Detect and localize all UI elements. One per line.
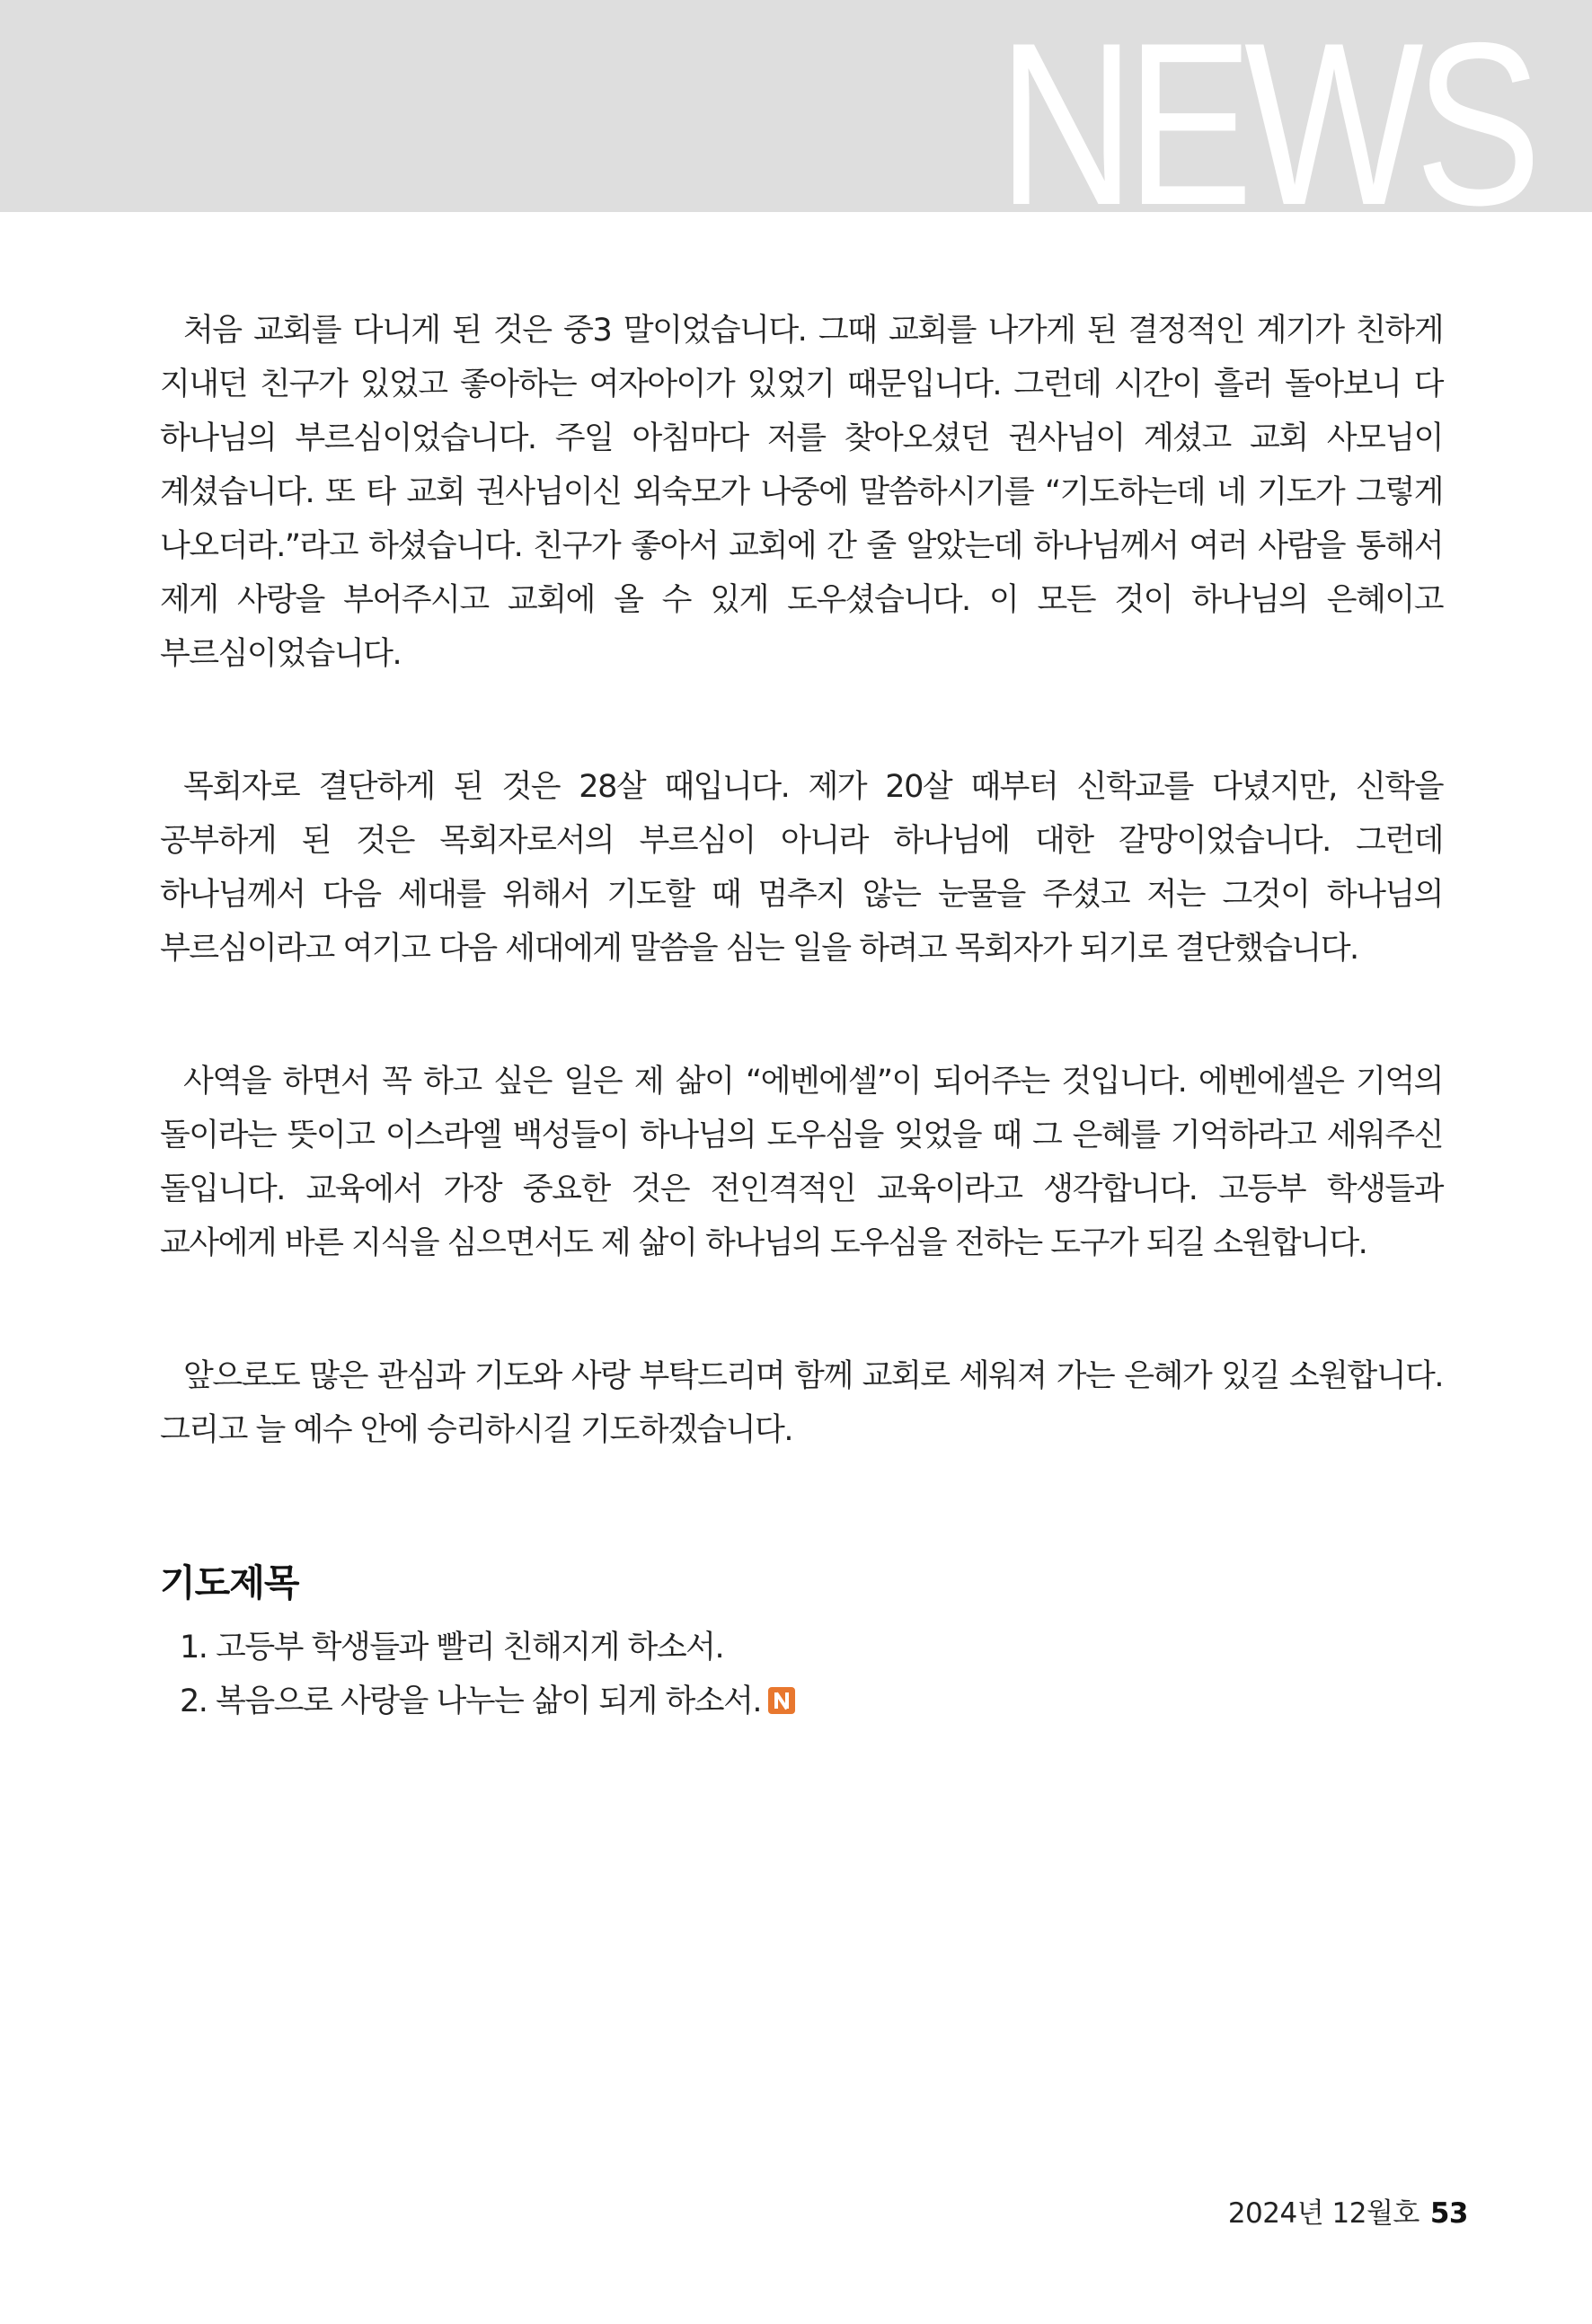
prayer-item-text: 1. 고등부 학생들과 빨리 친해지게 하소서. xyxy=(180,1630,724,1666)
page-number: 53 xyxy=(1429,2197,1468,2230)
article-paragraph: 처음 교회를 다니게 된 것은 중3 말이었습니다. 그때 교회를 나가게 된 결정적인 계기가 친하게 지내던 친구가 있었고 좋아하는 여자아이가 있었기 때문입니다. 그런데 시간이 흘러 돌아보니 다 하나님의 부르심이었습니다. 주일 아침마다 저를 찾아오셨던 권사님이 계셨고 교회 사모님이 계셨습니다. 또 타 교회 권사님이신 외숙모가 나중에 말씀하시기를 “기도하는데 네 기도가 그렇게 나오더라.”라고 하셨습니다. 친구가 좋아서 교회에 간 줄 알았는데 하나님께서 여러 사람을 통해서 제게 사랑을 부어주시고 교회에 올 수 있게 도우셨습니다. 이 모든 것이 하나님의 은혜이고 부르심이었습니다. xyxy=(160,313,1443,672)
prayer-list xyxy=(160,1621,1443,1728)
article-body xyxy=(160,304,1443,1728)
prayer-item-text: 2. 복음으로 사랑을 나누는 삶이 되게 하소서. xyxy=(180,1683,762,1719)
header-band xyxy=(0,0,1592,212)
end-mark-icon xyxy=(768,1687,795,1714)
prayer-section xyxy=(160,1556,1443,1728)
issue-label: 2024년 12월호 xyxy=(1227,2197,1420,2230)
section-label: NEWS xyxy=(997,34,1533,212)
prayer-title: 기도제목 xyxy=(160,1561,299,1604)
article-paragraph: 앞으로도 많은 관심과 기도와 사랑 부탁드리며 함께 교회로 세워져 가는 은혜가 있길 소원합니다. 그리고 늘 예수 안에 승리하시길 기도하겠습니다. xyxy=(160,1358,1443,1448)
prayer-item xyxy=(180,1675,1443,1728)
prayer-item xyxy=(180,1621,1443,1675)
page-footer xyxy=(1228,2196,1468,2231)
article-paragraph: 목회자로 결단하게 된 것은 28살 때입니다. 제가 20살 때부터 신학교를 다녔지만, 신학을 공부하게 된 것은 목회자로서의 부르심이 아니라 하나님에 대한 갈망이었습니다. 그런데 하나님께서 다음 세대를 위해서 기도할 때 멈추지 않는 눈물을 주셨고 저는 그것이 하나님의 부르심이라고 여기고 다음 세대에게 말씀을 심는 일을 하려고 목회자가 되기로 결단했습니다. xyxy=(160,769,1443,967)
article-paragraph: 사역을 하면서 꼭 하고 싶은 일은 제 삶이 “에벤에셀”이 되어주는 것입니다. 에벤에셀은 기억의 돌이라는 뜻이고 이스라엘 백성들이 하나님의 도우심을 잊었을 때 그 은혜를 기억하라고 세워주신 돌입니다. 교육에서 가장 중요한 것은 전인격적인 교육이라고 생각합니다. 고등부 학생들과 교사에게 바른 지식을 심으면서도 제 삶이 하나님의 도우심을 전하는 도구가 되길 소원합니다. xyxy=(160,1064,1443,1261)
